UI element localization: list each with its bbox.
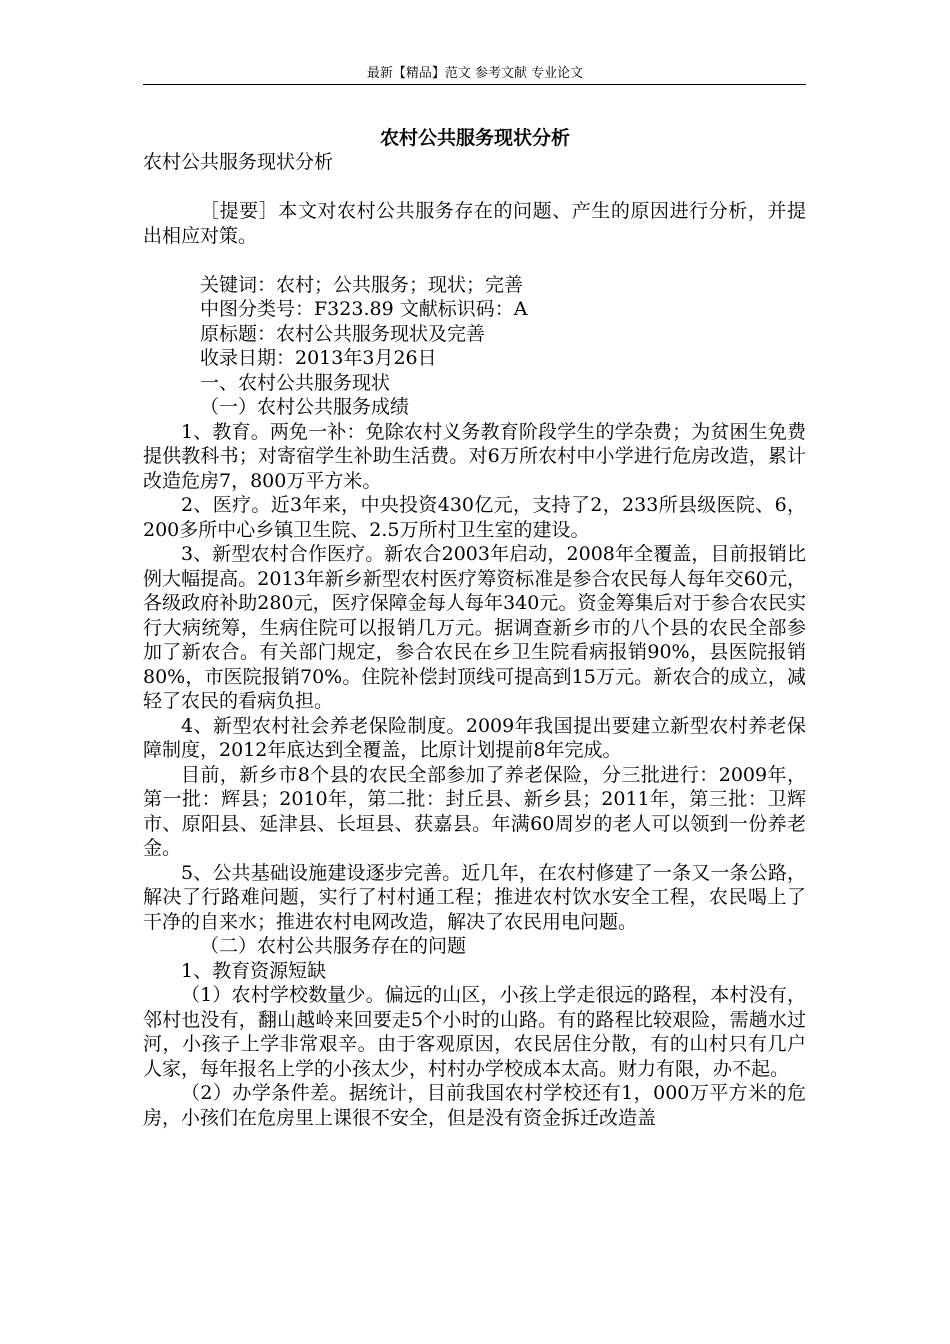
original-title-line: 原标题：农村公共服务现状及完善 [200, 322, 486, 345]
document-subtitle: 农村公共服务现状分析 [143, 151, 334, 173]
paragraph-medical: 2、医疗。近3年来，中央投资430亿元，支持了2，233所县级医院、6，200多所中心乡镇卫生院、2.5万所村卫生室的建设。 [143, 494, 806, 541]
paragraph-schools-few: （1）农村学校数量少。偏远的山区，小孩上学走很远的路程，本村没有，邻村也没有，翻山越岭来回要走5个小时的山路。有的路程比较艰险，需趟水过河，小孩子上学非常艰辛。由于客观原因，农民居住分散，有的山村只有几户人家，每年报名上学的小孩太少，村村办学校成本太高。财力有限，办不起。 [143, 984, 806, 1080]
paragraph-pension: 4、新型农村社会养老保险制度。2009年我国提出要建立新型农村养老保障制度，2012年底达到全覆盖，比原计划提前8年完成。 [143, 714, 806, 761]
paragraph-infrastructure: 5、公共基础设施建设逐步完善。近几年，在农村修建了一条又一条公路，解决了行路难问题，实行了村村通工程；推进农村饮水安全工程，农民喝上了干净的自来水；推进农村电网改造，解决了农民用电问题。 [143, 861, 806, 933]
classification-line: 中图分类号：F323.89 文献标识码：A [200, 298, 528, 320]
problem-heading: 1、教育资源短缺 [181, 959, 327, 982]
document-title: 农村公共服务现状分析 [379, 127, 570, 149]
document-body [143, 150, 806, 1130]
paragraph-education: 1、教育。两免一补：免除农村义务教育阶段学生的学杂费；为贫困生免费提供教科书；对寄宿学生补助生活费。对6万所农村中小学进行危房改造，累计改造危房7，800万平方米。 [143, 420, 806, 492]
keywords-line: 关键词：农村；公共服务；现状；完善 [200, 273, 524, 296]
paragraph-conditions-poor: （2）办学条件差。据统计，目前我国农村学校还有1，000万平方米的危房，小孩们在危房里上课很不安全，但是没有资金拆迁改造盖 [143, 1082, 806, 1129]
section-heading: 一、农村公共服务现状 [200, 371, 391, 394]
subsection-heading: （一）农村公共服务成绩 [200, 396, 410, 418]
page-header: 最新【精品】范文 参考文献 专业论文 [366, 66, 584, 81]
paragraph-pension-detail: 目前，新乡市8个县的农民全部参加了养老保险，分三批进行：2009年，第一批：辉县；2010年，第二批：封丘县、新乡县；2011年，第三批：卫辉市、原阳县、延津县、长垣县、获嘉县。年满60周岁的老人可以领到一份养老金。 [143, 763, 806, 859]
spacer [143, 248, 806, 273]
subsection-heading: （二）农村公共服务存在的问题 [200, 935, 467, 957]
received-date-line: 收录日期：2013年3月26日 [200, 347, 437, 369]
spacer [143, 175, 806, 200]
abstract-paragraph: ［提要］本文对农村公共服务存在的问题、产生的原因进行分析，并提出相应对策。 [143, 200, 806, 247]
paragraph-cooperative-medical: 3、新型农村合作医疗。新农合2003年启动，2008年全覆盖，目前报销比例大幅提高。2013年新乡新型农村医疗筹资标准是参合农民每人每年交60元，各级政府补助280元，医疗保障金每人每年340元。资金筹集后对于参合农民实行大病统筹，生病住院可以报销几万元。据调查新乡市的八个县的农民全部参加了新农合。有关部门规定，参合农民在乡卫生院看病报销90%，县医院报销80%，市医院报销70%。住院补偿封顶线可提高到15万元。新农合的成立，减轻了农民的看病负担。 [143, 543, 806, 712]
header-divider [143, 84, 806, 85]
